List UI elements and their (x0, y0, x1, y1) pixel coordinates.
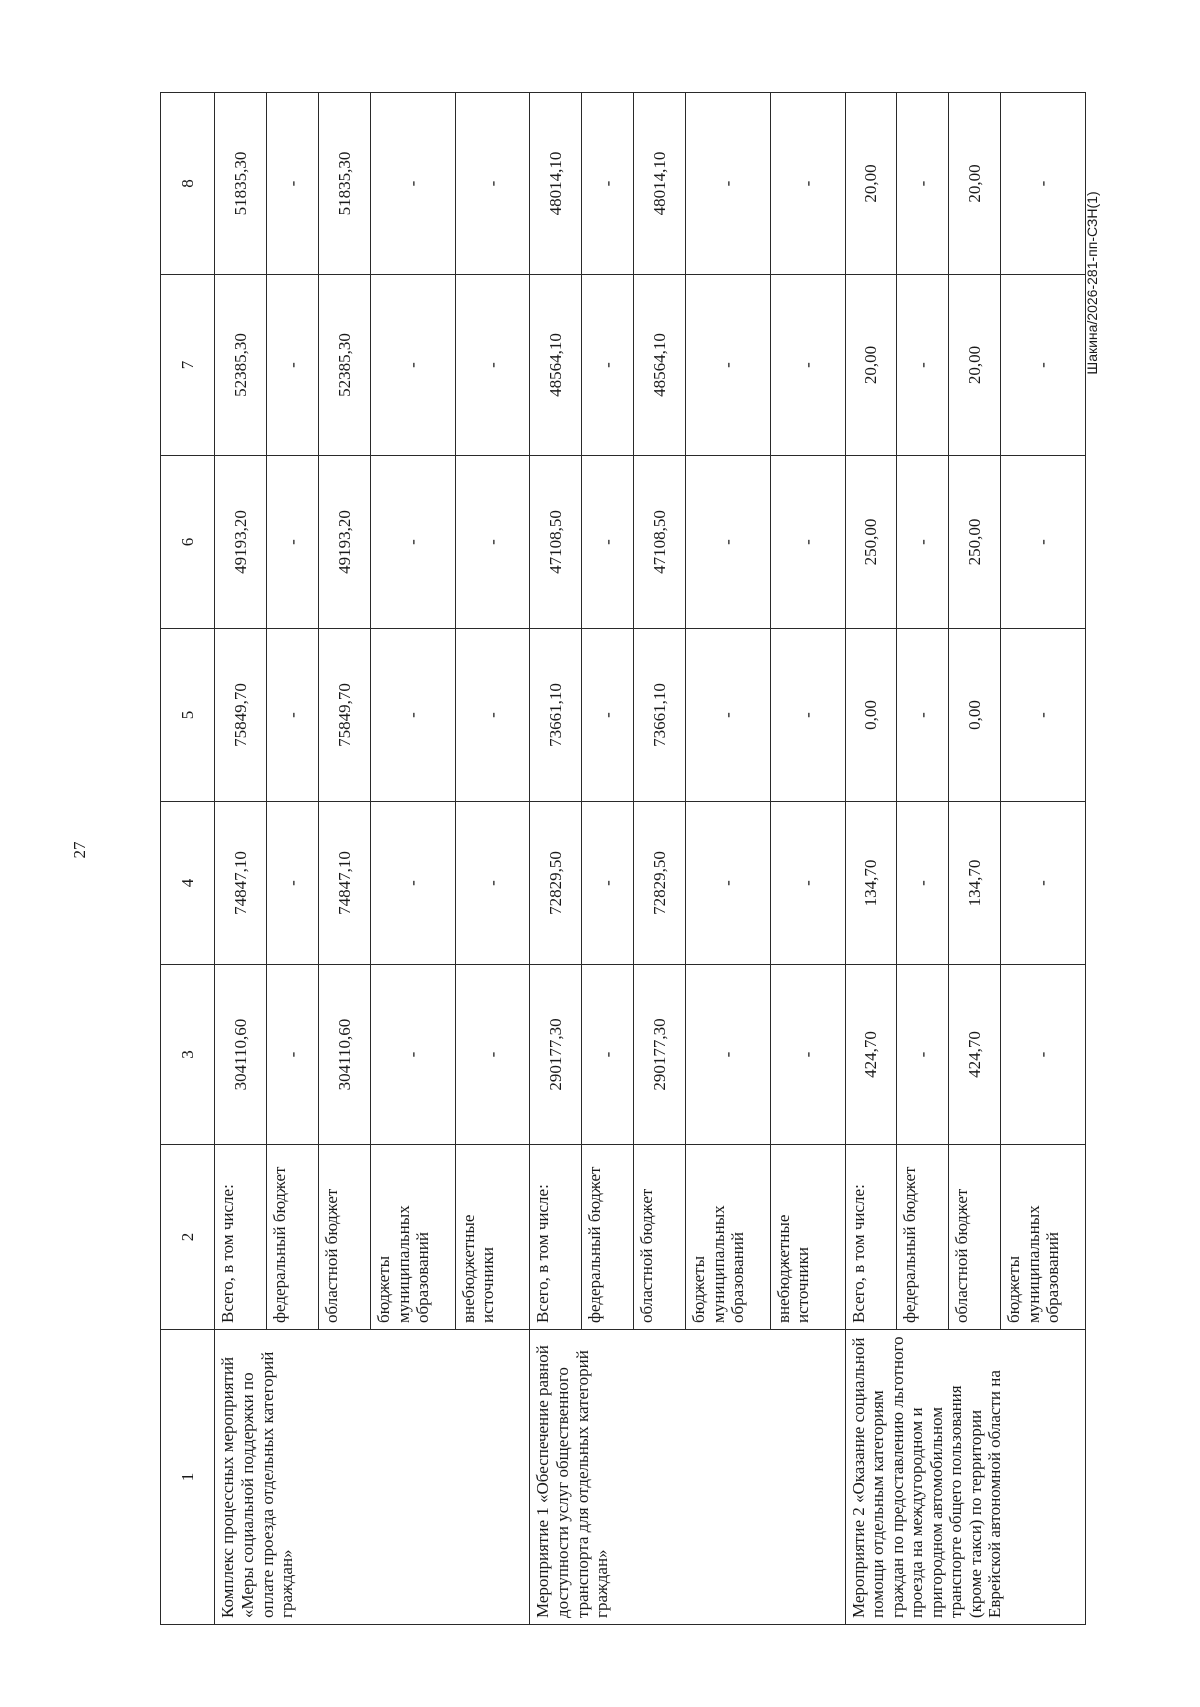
value-cell: - (267, 802, 319, 965)
value-cell: - (1001, 802, 1086, 965)
value-cell: - (455, 456, 530, 629)
value-cell: - (455, 965, 530, 1145)
value-cell: - (686, 456, 771, 629)
value-cell: 424,70 (845, 965, 897, 1145)
value-cell: - (582, 629, 634, 802)
value-cell: - (582, 802, 634, 965)
source-cell: бюджеты муниципальных образований (1001, 1145, 1086, 1330)
value-cell: 73661,10 (634, 629, 686, 802)
value-cell: - (897, 629, 949, 802)
value-cell: 52385,30 (319, 275, 371, 456)
value-cell: - (770, 802, 845, 965)
value-cell: - (770, 275, 845, 456)
value-cell: 75849,70 (215, 629, 267, 802)
table-header-row (161, 93, 215, 1625)
value-cell: - (267, 629, 319, 802)
value-cell: 290177,30 (634, 965, 686, 1145)
value-cell: 49193,20 (319, 456, 371, 629)
value-cell: 47108,50 (530, 456, 582, 629)
value-cell: - (455, 93, 530, 275)
source-cell: федеральный бюджет (267, 1145, 319, 1330)
value-cell: - (267, 965, 319, 1145)
value-cell: 74847,10 (319, 802, 371, 965)
program-name-cell: Мероприятие 1 «Обеспечение равной доступности услуг общественного транспорта для отдельных категорий граждан» (530, 1330, 845, 1625)
document-code: Шакина/2026-281-пп-СЗН(1) (1084, 191, 1100, 375)
value-cell: 47108,50 (634, 456, 686, 629)
value-cell: - (897, 965, 949, 1145)
table-row (215, 93, 267, 1625)
value-cell: - (770, 629, 845, 802)
value-cell: - (371, 965, 456, 1145)
source-cell: областной бюджет (634, 1145, 686, 1330)
value-cell: 250,00 (949, 456, 1001, 629)
value-cell: - (897, 93, 949, 275)
value-cell: - (1001, 965, 1086, 1145)
value-cell: - (770, 456, 845, 629)
value-cell: - (371, 802, 456, 965)
source-cell: бюджеты муниципальных образований (371, 1145, 456, 1330)
value-cell: 75849,70 (319, 629, 371, 802)
value-cell: - (371, 629, 456, 802)
source-cell: Всего, в том числе: (530, 1145, 582, 1330)
table-container (160, 93, 1086, 1625)
value-cell: 20,00 (845, 93, 897, 275)
value-cell: - (686, 802, 771, 965)
value-cell: 20,00 (949, 93, 1001, 275)
value-cell: 20,00 (949, 275, 1001, 456)
table-row (845, 93, 897, 1625)
value-cell: - (770, 965, 845, 1145)
header-cell: 6 (161, 456, 215, 629)
value-cell: 48564,10 (634, 275, 686, 456)
value-cell: - (582, 93, 634, 275)
value-cell: - (686, 965, 771, 1145)
value-cell: 48564,10 (530, 275, 582, 456)
value-cell: 52385,30 (215, 275, 267, 456)
funding-table (160, 92, 1086, 1625)
header-cell: 4 (161, 802, 215, 965)
value-cell: - (897, 802, 949, 965)
value-cell: - (1001, 93, 1086, 275)
value-cell: - (267, 275, 319, 456)
value-cell: - (582, 456, 634, 629)
page-number: 27 (70, 841, 89, 859)
value-cell: 134,70 (949, 802, 1001, 965)
value-cell: 0,00 (845, 629, 897, 802)
value-cell: - (1001, 629, 1086, 802)
header-cell: 7 (161, 275, 215, 456)
source-cell: Всего, в том числе: (215, 1145, 267, 1330)
value-cell: 20,00 (845, 275, 897, 456)
header-cell: 2 (161, 1145, 215, 1330)
header-cell: 8 (161, 93, 215, 275)
value-cell: 0,00 (949, 629, 1001, 802)
program-name-cell: Комплекс процессных мероприятий «Меры социальной поддержки по оплате проезда отдельных категорий граждан» (215, 1330, 530, 1625)
value-cell: - (267, 93, 319, 275)
value-cell: - (267, 456, 319, 629)
value-cell: - (582, 275, 634, 456)
value-cell: 48014,10 (530, 93, 582, 275)
source-cell: бюджеты муниципальных образований (686, 1145, 771, 1330)
value-cell: 49193,20 (215, 456, 267, 629)
source-cell: Всего, в том числе: (845, 1145, 897, 1330)
table-row (530, 93, 582, 1625)
source-cell: внебюджетные источники (770, 1145, 845, 1330)
value-cell: - (371, 456, 456, 629)
value-cell: 73661,10 (530, 629, 582, 802)
value-cell: - (686, 275, 771, 456)
value-cell: 424,70 (949, 965, 1001, 1145)
value-cell: 134,70 (845, 802, 897, 965)
value-cell: - (897, 456, 949, 629)
source-cell: федеральный бюджет (582, 1145, 634, 1330)
value-cell: - (371, 93, 456, 275)
program-name-cell: Мероприятие 2 «Оказание социальной помощи отдельным категориям граждан по предоставлению льготного проезда на междугородном и пригородном автомобильном транспорте общего пользования (кроме такси) по территории Еврейской автономной области на (845, 1330, 1086, 1625)
value-cell: - (582, 965, 634, 1145)
value-cell: 51835,30 (319, 93, 371, 275)
value-cell: - (686, 629, 771, 802)
source-cell: федеральный бюджет (897, 1145, 949, 1330)
value-cell: - (686, 93, 771, 275)
source-cell: областной бюджет (949, 1145, 1001, 1330)
value-cell: - (455, 629, 530, 802)
value-cell: 48014,10 (634, 93, 686, 275)
value-cell: - (1001, 275, 1086, 456)
value-cell: - (455, 275, 530, 456)
value-cell: 72829,50 (634, 802, 686, 965)
value-cell: 51835,30 (215, 93, 267, 275)
value-cell: - (897, 275, 949, 456)
header-cell: 5 (161, 629, 215, 802)
value-cell: 304110,60 (319, 965, 371, 1145)
value-cell: 290177,30 (530, 965, 582, 1145)
value-cell: - (1001, 456, 1086, 629)
header-cell: 1 (161, 1330, 215, 1625)
source-cell: областной бюджет (319, 1145, 371, 1330)
value-cell: 72829,50 (530, 802, 582, 965)
value-cell: - (455, 802, 530, 965)
value-cell: - (770, 93, 845, 275)
header-cell: 3 (161, 965, 215, 1145)
value-cell: 304110,60 (215, 965, 267, 1145)
value-cell: 250,00 (845, 456, 897, 629)
value-cell: - (371, 275, 456, 456)
value-cell: 74847,10 (215, 802, 267, 965)
source-cell: внебюджетные источники (455, 1145, 530, 1330)
